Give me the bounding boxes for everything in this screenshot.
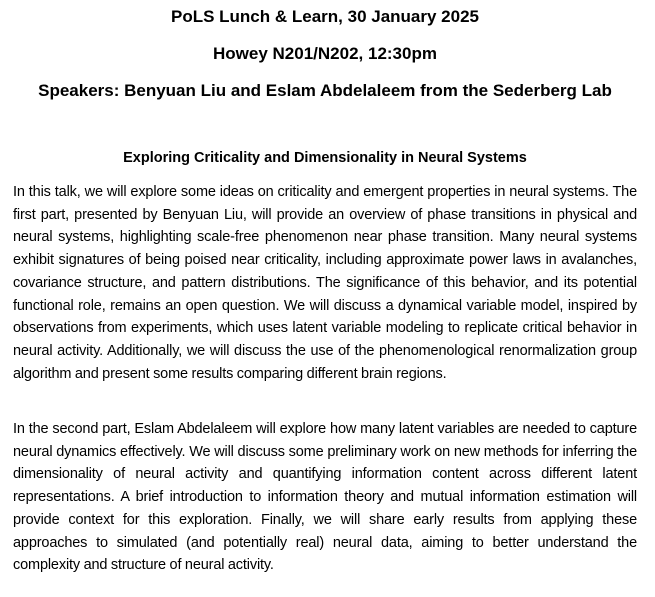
event-title: PoLS Lunch & Learn, 30 January 2025 xyxy=(170,7,479,26)
abstract-paragraph-2: In the second part, Eslam Abdelaleem will explore how many latent variables are needed to capture neural dynamics effectively. We will discuss some preliminary work on new methods for inferring the dimensionality of neural activity and quantifying information content across different latent representations. A brief introduction to information theory and mutual information estimation will provide context for this exploration. Finally, we will share early results from applying these approaches to simulated (and potentially real) neural data, aiming to better understand the complexity and structure of neural activity. xyxy=(13,421,637,574)
event-location-time: Howey N201/N202, 12:30pm xyxy=(213,44,437,63)
event-speakers: Speakers: Benyuan Liu and Eslam Abdelaleem from the Sederberg Lab xyxy=(38,81,612,100)
abstract-paragraph-1: In this talk, we will explore some ideas on criticality and emergent properties in neural systems. The first part, presented by Benyuan Liu, will provide an overview of phase transitions in physical and neural systems, highlighting scale-free phenomenon near phase transition. Many neural systems exhibit signatures of being poised near criticality, including approximate power laws in avalanches, covariance structure, and pattern distributions. The significance of this behavior, and its potential functional role, remains an open question. We will discuss a dynamical variable model, inspired by observations from experiments, which uses latent variable modeling to replicate critical behavior in neural activity. Additionally, we will discuss the use of the phenomenological renormalization group algorithm and present some results comparing different brain regions. xyxy=(13,184,637,382)
talk-title: Exploring Criticality and Dimensionality in Neural Systems xyxy=(123,150,527,166)
